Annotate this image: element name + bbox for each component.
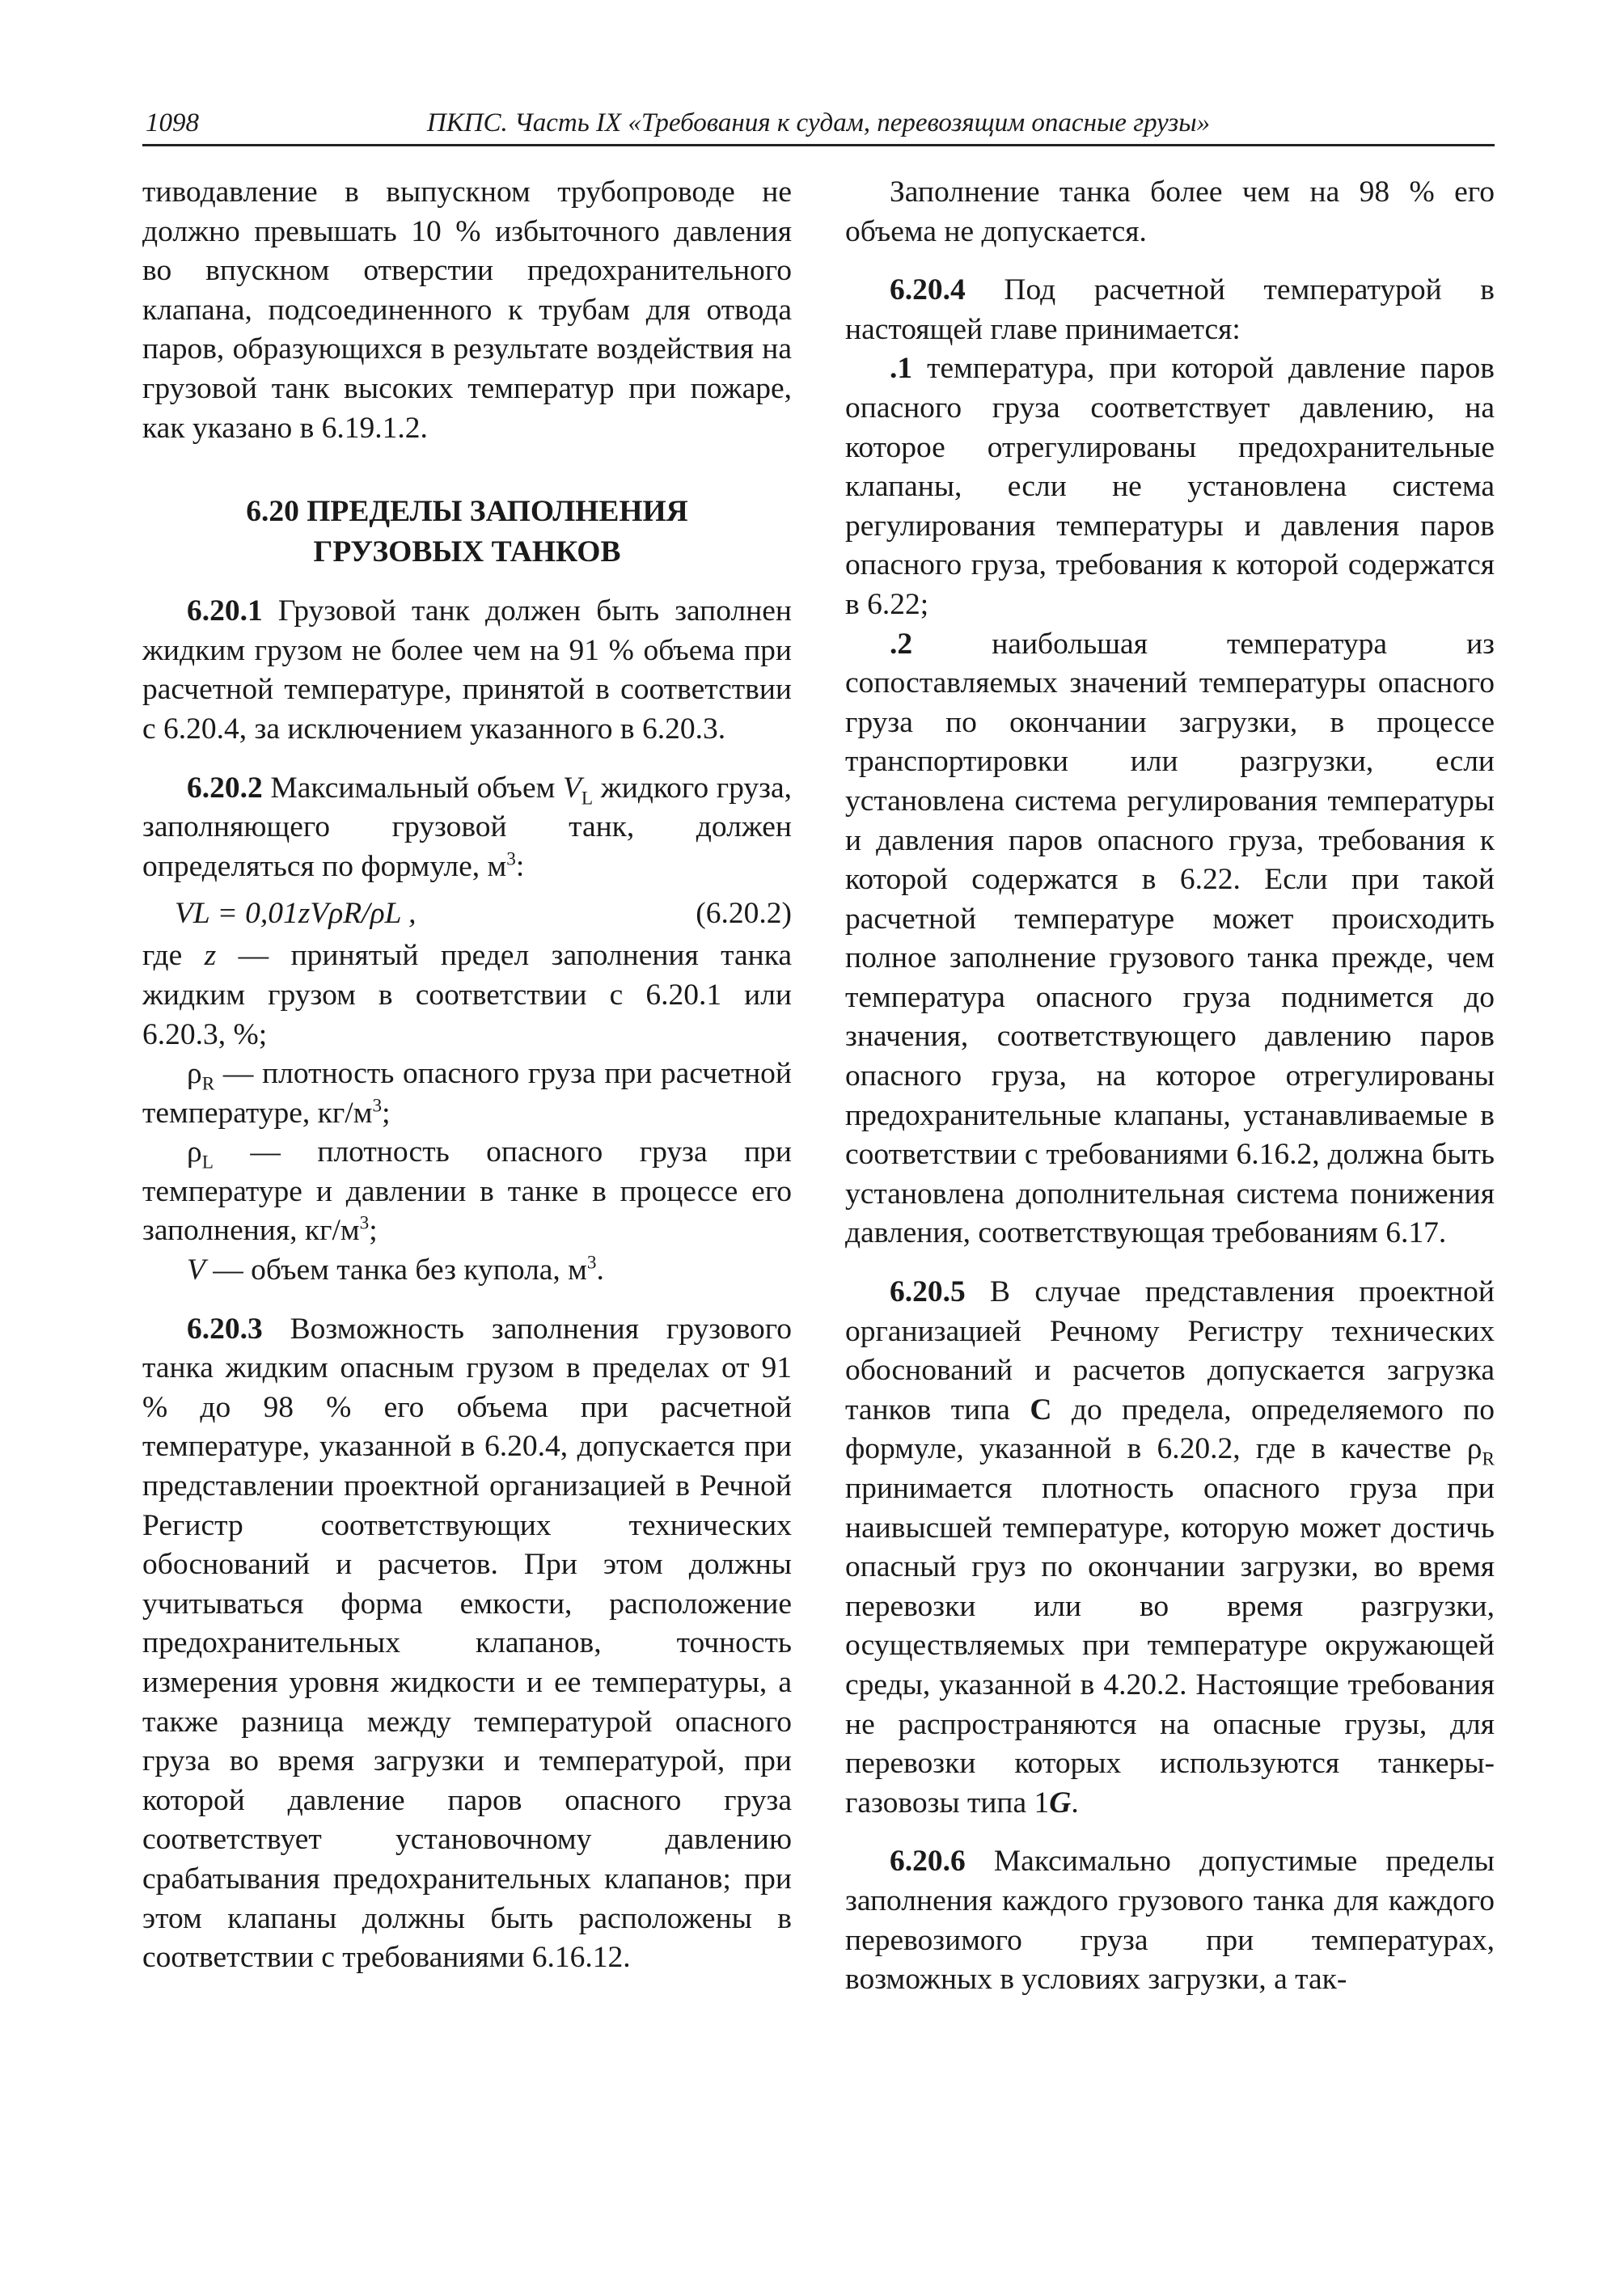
clause-6-20-3 — [142, 1310, 792, 1978]
symbol-sub: R — [1482, 1448, 1495, 1470]
unit-sup: 3 — [372, 1095, 383, 1117]
clause-number: 6.20.1 — [187, 594, 263, 628]
clause-text: принимается плотность опасного груза при наивысшей температуре, которую может достичь опасный груз по окончании загрузки, во время перевозки или во время разгрузки, осуществляемых при температуре окружающей среды, указанной в 4.20.2. Настоящие требования не распространяются на опасные грузы, для перевозки которых используются танкеры-газовозы типа — [845, 1472, 1495, 1820]
clause-text: жидкого груза, заполняющего грузовой танк, должен определяться по формуле, м — [142, 771, 792, 883]
where-rho-r — [142, 1055, 792, 1133]
where-v — [142, 1251, 792, 1291]
symbol-rho: ρ — [1466, 1432, 1482, 1466]
item-1 — [845, 349, 1495, 624]
clause-number: 6.20.3 — [187, 1312, 263, 1346]
clause-text: Под расчетной температурой в настоящей главе принимается: — [845, 273, 1495, 346]
symbol-rho: ρ — [187, 1135, 202, 1169]
clause-text: где — [142, 939, 205, 973]
clause-number: 6.20.4 — [890, 273, 966, 307]
item-number: .2 — [890, 627, 913, 661]
where-rho-l — [142, 1133, 792, 1251]
clause-text: ; — [369, 1214, 378, 1248]
clause-number: 6.20.2 — [187, 771, 263, 805]
clause-6-20-1 — [142, 592, 792, 749]
clause-number: 6.20.6 — [890, 1845, 966, 1879]
continued-paragraph: тиводавление в выпускном трубопроводе не должно превышать 10 % избыточного давления во впускном отверстии предохранительного клапана, подсоединенного к трубам для отвода паров, образующихся в результате воздействия на грузовой танк высоких температур при пожаре, как указано в 6.19.1.2. — [142, 175, 792, 445]
clause-text: — плотность опасного груза при температуре и давлении в танке в процессе его заполнения, кг/м — [142, 1135, 792, 1248]
clause-text: до предела, определяемого по формуле, указанной в 6.20.2, где в качестве — [845, 1393, 1495, 1466]
clause-6-20-4 — [845, 271, 1495, 349]
symbol-rho: ρ — [187, 1057, 202, 1091]
symbol-sub: L — [201, 1152, 214, 1173]
clause-text: — принятый предел заполнения танка жидким грузом в соответствии с 6.20.1 или 6.20.3, %; — [142, 939, 792, 1051]
symbol-sub: R — [201, 1073, 215, 1095]
clause-text: Грузовой танк должен быть заполнен жидким грузом не более чем на 91 % объема при расчетной температуре, принятой в соответствии с 6.20.4, за исключением указанного в 6.20.3. — [142, 594, 792, 746]
clause-text: Максимальный объем — [262, 771, 563, 805]
intro-paragraph: Заполнение танка более чем на 98 % его объема не допускается. — [845, 175, 1495, 248]
var-z: z — [204, 939, 217, 973]
var-sub: L — [581, 788, 594, 809]
clause-number: 6.20.5 — [890, 1275, 966, 1309]
symbol-v: V — [187, 1253, 205, 1287]
unit-sup: 3 — [359, 1212, 370, 1234]
item-number: .1 — [890, 352, 913, 386]
formula-expression: VL = 0,01zVρR/ρL , — [175, 897, 417, 931]
section-heading-line-2: ГРУЗОВЫХ ТАНКОВ — [313, 535, 621, 569]
section-heading-line-1: 6.20 ПРЕДЕЛЫ ЗАПОЛНЕНИЯ — [246, 495, 688, 529]
clause-text: Возможность заполнения грузового танка жидким опасным грузом в пределах от 91 % до 98 % его объема при расчетной температуре, указанной в 6.20.4, допускается при представлении проектной организацией в Речной Регистр соответствующих технических обоснований и расчетов. При этом должны учитываться форма емкости, расположение предохранительных клапанов, точность измерения уровня жидкости и ее температуры, а также разница между температурой опасного груза во время загрузки и температурой, при которой давление паров опасного груза соответствует установочному давлению срабатывания предохранительных клапанов; при этом клапаны должны быть расположены в соответствии с требованиями 6.16.12. — [142, 1312, 792, 1975]
item-text: наибольшая температура из сопоставляемых значений температуры опасного груза по окончании загрузки, в процессе транспортировки или разгрузки, если установлена система регулирования температуры и давления паров опасного груза, требования к которой содержатся в 6.22. Если при такой расчетной температуре может происходить полное заполнение грузового танка прежде, чем температура опасного груза поднимется до значения, соответствующего давлению паров опасного груза, на которое отрегулированы предохранительные клапаны, устанавливаемые в соответствии с требованиями 6.16.2, должна быть установлена дополнительная система понижения давления, соответствующая требованиям 6.17. — [845, 627, 1495, 1250]
clause-text: . — [1071, 1786, 1079, 1820]
running-title: ПКПС. Часть IX «Требования к судам, перевозящим опасные грузы» — [426, 108, 1211, 137]
page-number: 1098 — [146, 108, 199, 137]
clause-text: — объем танка без купола, м — [205, 1253, 587, 1287]
clause-text: : — [515, 849, 525, 883]
var-v: V — [563, 771, 582, 805]
tanker-type-g: G — [1049, 1786, 1072, 1820]
clause-text: . — [596, 1253, 604, 1287]
tanker-type-number: 1 — [1034, 1786, 1050, 1820]
unit-sup: 3 — [586, 1252, 597, 1274]
clause-text: — плотность опасного груза при расчетной температуре, кг/м — [142, 1057, 792, 1130]
formula-6-20-2 — [142, 894, 792, 936]
left-column — [142, 173, 792, 1978]
clause-text: ; — [382, 1096, 391, 1130]
section-heading — [142, 492, 792, 573]
tank-type-c: C — [1030, 1393, 1052, 1427]
clause-text: Максимально допустимые пределы заполнения каждого грузового танка для каждого перевозимого груза при температурах, возможных в условиях загрузки, а так- — [845, 1845, 1495, 1997]
clause-6-20-5 — [845, 1273, 1495, 1823]
clause-text: В случае представления проектной организацией Речному Регистру технических обоснований и расчетов допускается загрузка танков типа — [845, 1275, 1495, 1427]
unit-sup: 3 — [506, 848, 516, 870]
formula-number: (6.20.2) — [696, 897, 792, 931]
where-z — [142, 936, 792, 1055]
right-column — [845, 173, 1495, 2000]
clause-6-20-2 — [142, 769, 792, 887]
page-header — [142, 104, 1495, 146]
clause-6-20-6 — [845, 1842, 1495, 1999]
item-2 — [845, 625, 1495, 1254]
item-text: температура, при которой давление паров опасного груза соответствует давлению, на которое отрегулированы предохранительные клапаны, если не установлена система регулирования температуры и давления паров опасного груза, требования к которой содержатся в 6.22; — [845, 352, 1495, 621]
